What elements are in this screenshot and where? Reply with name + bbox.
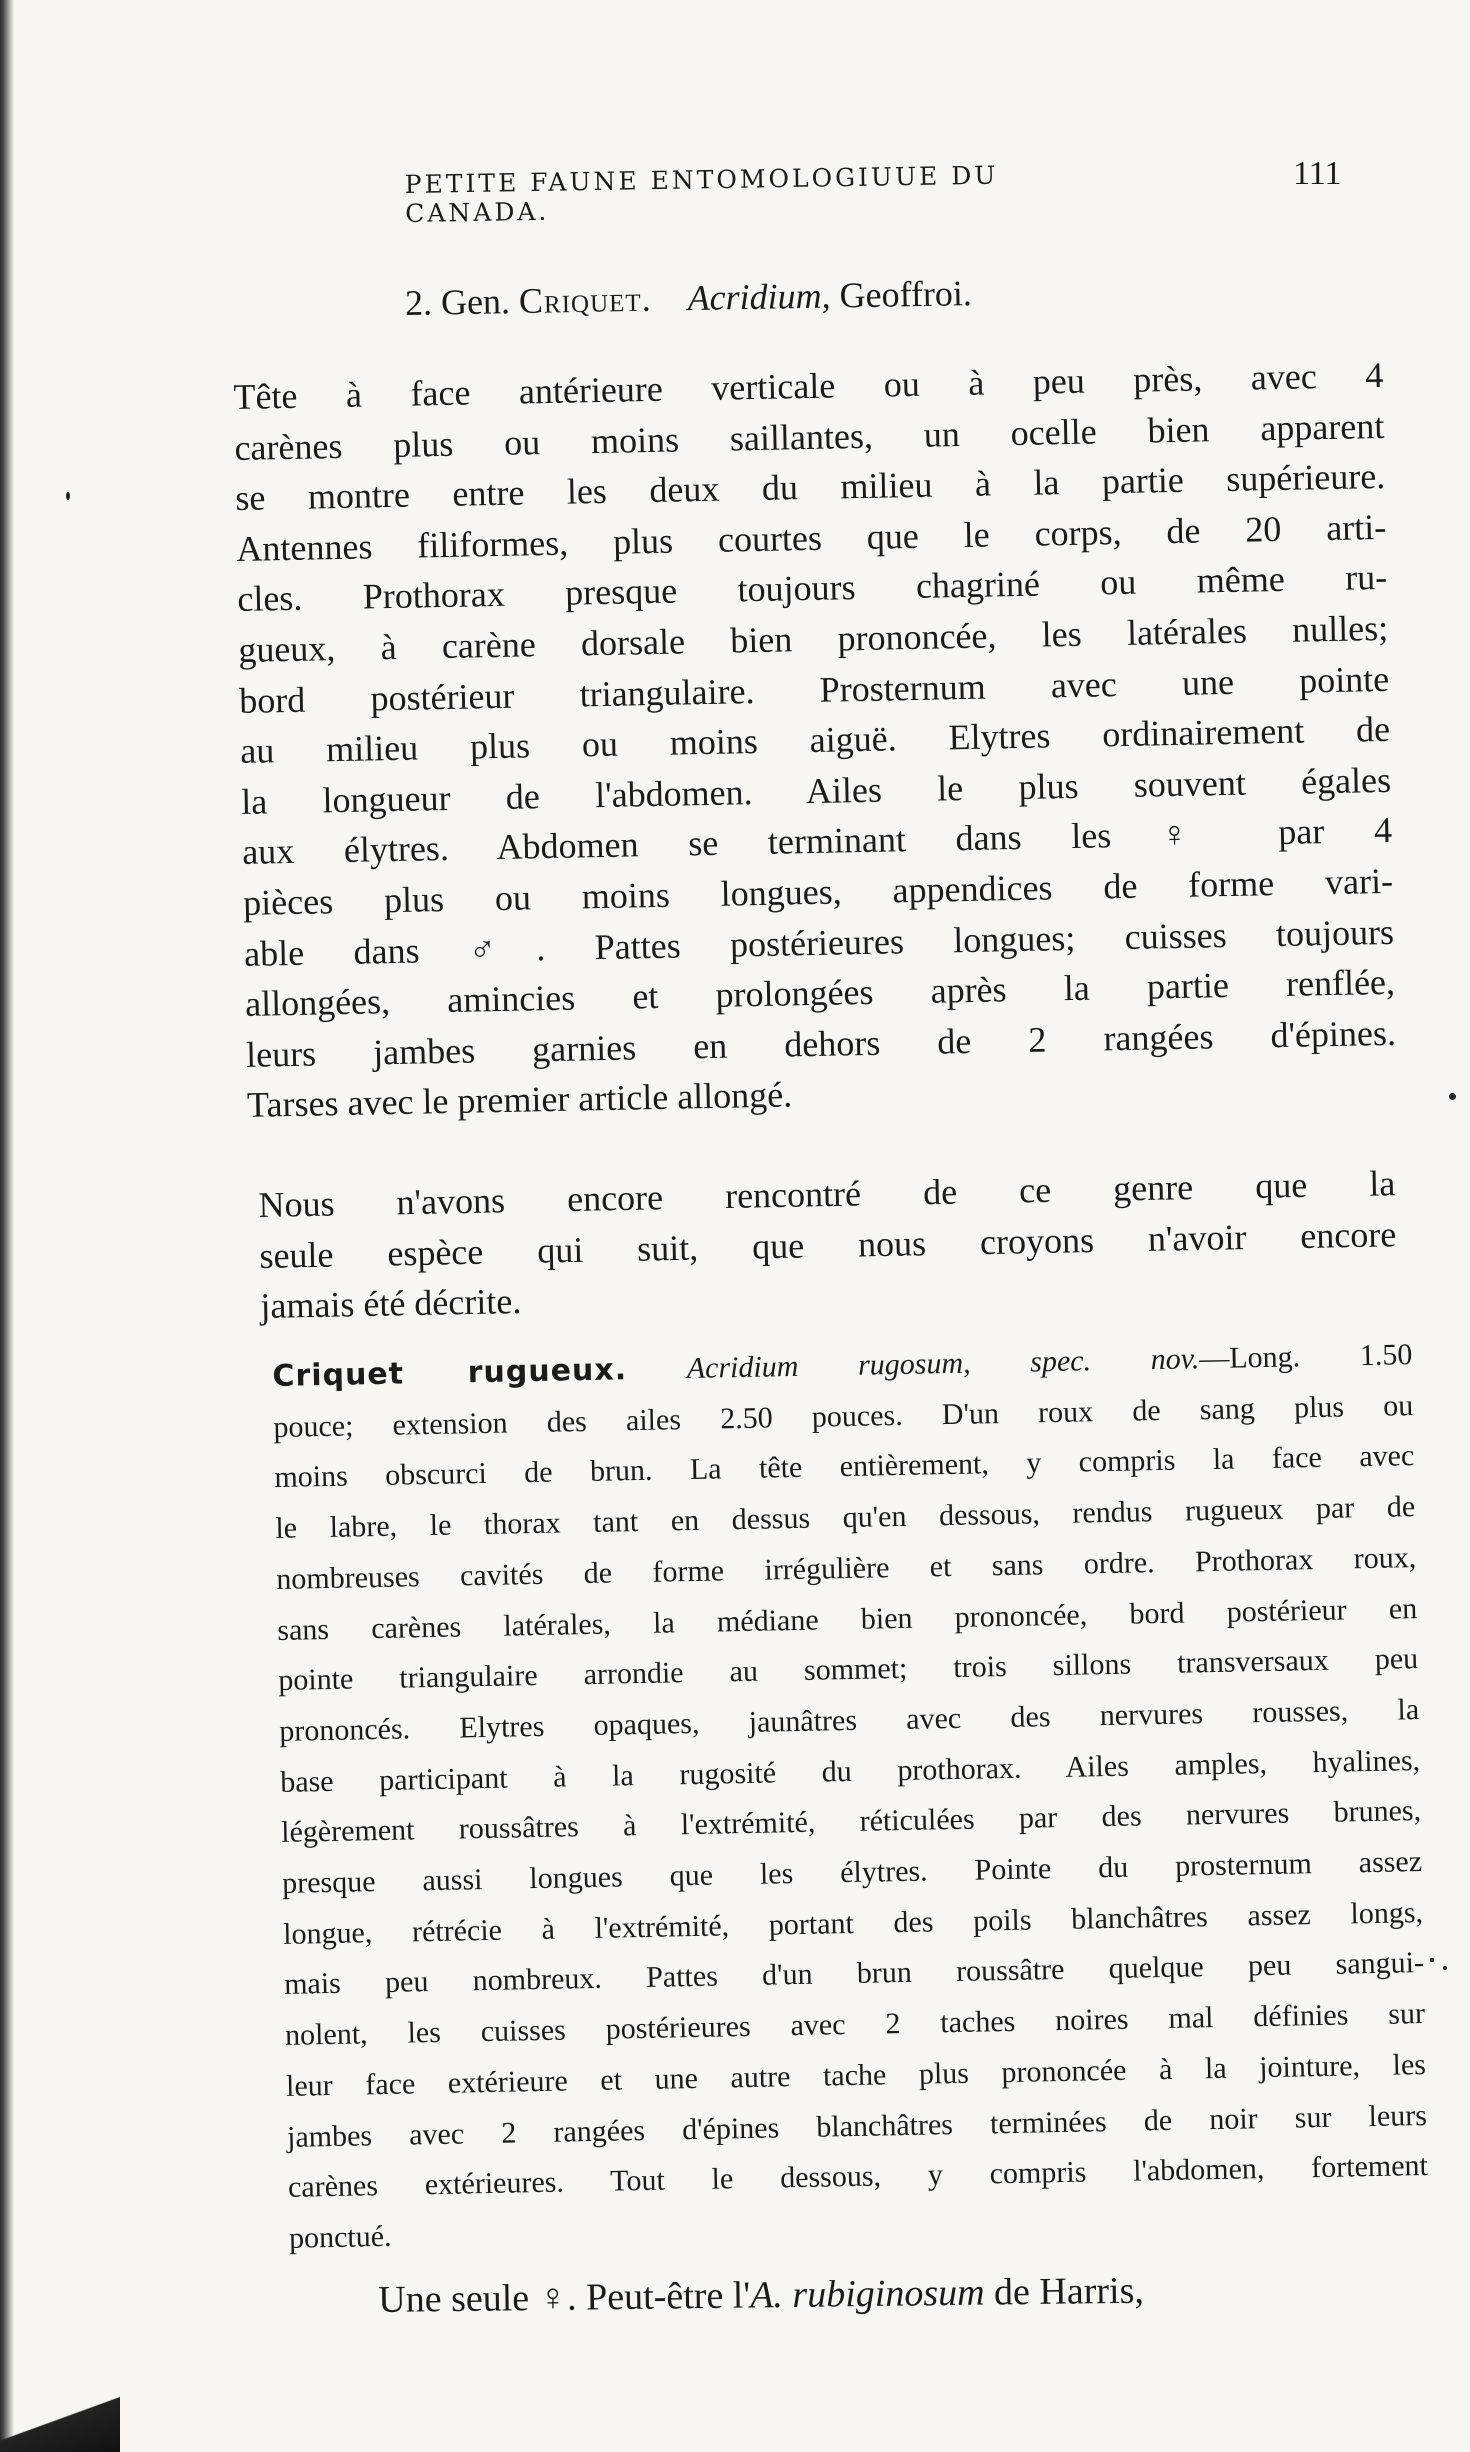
closing-line xyxy=(378,2265,1438,2322)
text-line: cles. Prothorax presque toujours chagriné ou même ru- xyxy=(236,557,1388,620)
text-line: ponctué. xyxy=(288,2219,392,2255)
text-line: pointe triangulaire arrondie au sommet; trois sillons transversaux peu xyxy=(277,1642,1419,1698)
text-line: leur face extérieure et une autre tache plus prononcée à la jointure, les xyxy=(285,2047,1427,2103)
text-line: longue, rétrécie à l'extrémité, portant des poils blanchâtres assez longs, xyxy=(282,1895,1424,1951)
text-line: sans carènes latérales, la médiane bien prononcée, bord postérieur en xyxy=(277,1591,1418,1647)
text-line: Antennes filiformes, plus courtes que le corps, de 20 arti- xyxy=(236,506,1387,569)
genus-heading xyxy=(405,272,973,324)
text-line: se montre entre les deux du milieu à la partie supérieure. xyxy=(235,456,1386,519)
text-line: leurs jambes garnies en dehors de 2 rangées d'épines. xyxy=(245,1012,1397,1075)
text-line: aux élytres. Abdomen se terminant dans les ♀ par 4 xyxy=(241,810,1393,873)
text-line: Tête à face antérieure verticale ou à peu près, avec 4 xyxy=(233,354,1384,417)
species-description xyxy=(272,1330,1429,2264)
genus-name: Criquet. xyxy=(518,278,652,322)
text-line: presque aussi longues que les élytres. Pointe du prosternum assez xyxy=(281,1845,1423,1900)
closing-latin: A. rubiginosum xyxy=(749,2271,985,2317)
species-latin: Acridium rugosum, spec. nov. xyxy=(686,1342,1200,1386)
text-line: Tarses avec le premier article allongé. xyxy=(246,1074,793,1126)
print-speck xyxy=(66,492,70,500)
text-line: moins obscurci de brun. La tête entièrement, y compris la face avec xyxy=(274,1439,1415,1495)
print-speck xyxy=(1449,1093,1456,1100)
text-line: le labre, le thorax tant en dessus qu'en dessous, rendus rugueux par de xyxy=(275,1490,1416,1546)
text-line: bord postérieur triangulaire. Prosternum avec une pointe xyxy=(238,658,1390,721)
paragraph-species-note xyxy=(258,1158,1398,1332)
print-speck xyxy=(1430,1958,1434,1962)
closing-suffix: de Harris, xyxy=(984,2269,1145,2314)
text-line: nombreuses cavités de forme irrégulière et sans ordre. Prothorax roux, xyxy=(276,1540,1417,1596)
page-number: 111 xyxy=(1293,155,1342,192)
text-line: nolent, les cuisses postérieures avec 2 taches noires mal définies sur xyxy=(284,1997,1426,2053)
text-line: allongées, amincies et prolongées après la partie renflée, xyxy=(244,961,1396,1025)
text-line: au milieu plus ou moins aiguë. Elytres ordinairement de xyxy=(239,709,1391,772)
binding-edge xyxy=(0,0,14,2452)
text-line: carènes extérieures. Tout le dessous, y compris l'abdomen, fortement xyxy=(287,2149,1429,2205)
text-line: jambes avec 2 rangées d'épines blanchâtres terminées de noir sur leurs xyxy=(286,2098,1428,2154)
genus-latin: Acridium, xyxy=(687,275,831,319)
paragraph-genus-description xyxy=(233,350,1397,1131)
text-line: légèrement roussâtres à l'extrémité, réticulées par des nervures brunes, xyxy=(280,1794,1422,1850)
print-speck xyxy=(1443,1966,1447,1970)
species-length: —Long. 1.50 xyxy=(1198,1338,1413,1376)
text-line: la longueur de l'abdomen. Ailes le plus souvent égales xyxy=(240,759,1392,822)
text-line: prononcés. Elytres opaques, jaunâtres avec des nervures rousses, la xyxy=(278,1692,1420,1748)
text-line: pièces plus ou moins longues, appendices de forme vari- xyxy=(242,860,1394,923)
genus-author: Geoffroi. xyxy=(839,273,973,316)
text-line: pouce; extension des ailes 2.50 pouces. D'un roux de sang plus ou xyxy=(273,1388,1414,1444)
running-title: PETITE FAUNE ENTOMOLOGIUUE DU CANADA. xyxy=(404,160,999,228)
text-line: mais peu nombreux. Pattes d'un brun roussâtre quelque peu sangui- xyxy=(283,1946,1425,2002)
text-line: gueux, à carène dorsale bien prononcée, les latérales nulles; xyxy=(237,607,1389,670)
species-name: Criquet rugueux. xyxy=(272,1352,628,1394)
text-line: seule espèce qui suit, que nous croyons n'avoir encore xyxy=(259,1213,1397,1276)
genus-number: 2. Gen. xyxy=(404,281,511,323)
text-line: able dans ♂. Pattes postérieures longues; cuisses toujours xyxy=(243,911,1395,974)
text-line: carènes plus ou moins saillantes, un ocelle bien apparent xyxy=(234,405,1385,468)
text-line: jamais été décrite. xyxy=(260,1281,522,1327)
closing-prefix: Une seule ♀. Peut-être l' xyxy=(378,2274,751,2321)
binding-corner-shadow xyxy=(0,2372,120,2452)
text-line: base participant à la rugosité du prothorax. Ailes amples, hyalines, xyxy=(279,1743,1421,1799)
text-line: Nous n'avons encore rencontré de ce genre que la xyxy=(258,1163,1396,1225)
